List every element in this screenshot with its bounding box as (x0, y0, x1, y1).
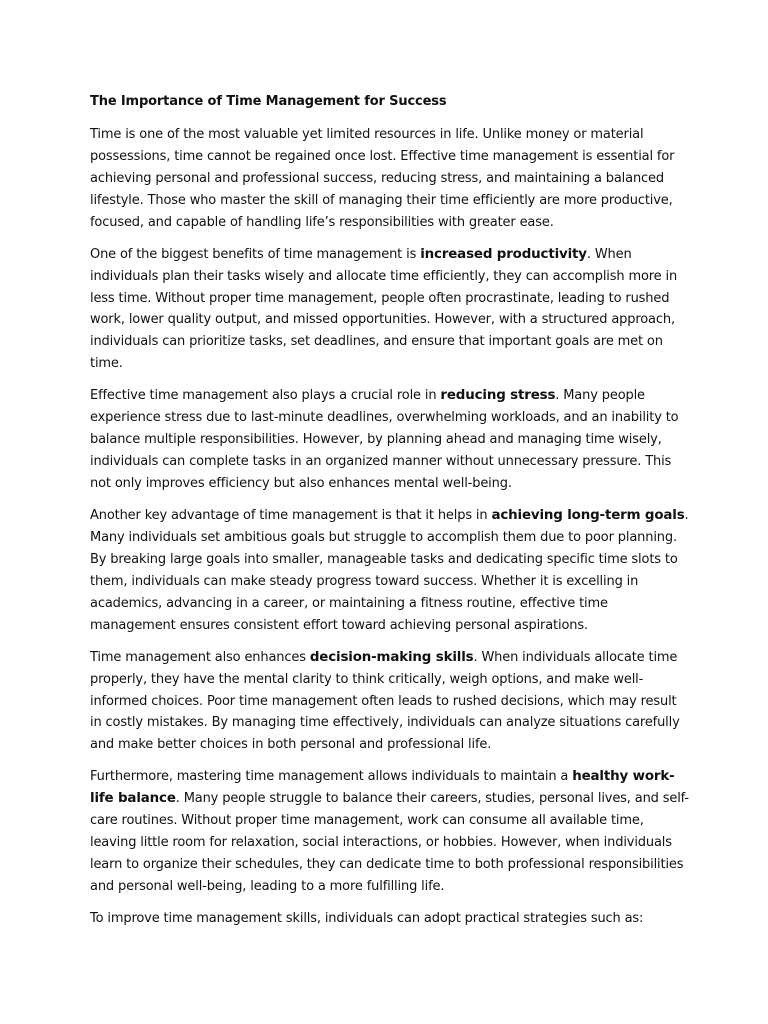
paragraph-text: . Many people struggle to balance their careers, studies, personal lives, and self-care routines. Without proper time management, work can consume all available time, leaving little room for relaxation, social interactions, or hobbies. However, when individuals learn to organize their schedules, they can dedicate time to both professional responsibilities and personal well-being, leading to a more fulfilling life. (90, 791, 689, 894)
paragraph-text: To improve time management skills, individuals can adopt practical strategies such as: (90, 911, 644, 927)
document-title: The Importance of Time Management for Success (90, 94, 447, 109)
paragraph-text: . When individuals allocate time properly, they have the mental clarity to think critically, weigh options, and make well-informed choices. Poor time management often leads to rushed decisions, which may result in costly mistakes. By managing time effectively, individuals can analyze situations carefully and make better choices in both personal and professional life. (90, 649, 680, 753)
document-page (90, 92, 690, 940)
bold-phrase: reducing stress (440, 388, 556, 404)
bold-phrase: increased productivity (420, 246, 587, 262)
paragraph-text: . Many people experience stress due to last-minute deadlines, overwhelming workloads, and an inability to balance multiple responsibilities. However, by planning ahead and managing time wisely, individuals can complete tasks in an organized manner without unnecessary pressure. This not only improves efficiency but also enhances mental well-being. (90, 388, 679, 491)
paragraph-text: . When individuals plan their tasks wisely and allocate time efficiently, they can accomplish more in less time. Without proper time management, people often procrastinate, leading to rushed work, lower quality output, and missed opportunities. However, with a structured approach, individuals can prioritize tasks, set deadlines, and ensure that important goals are met on time. (90, 246, 678, 372)
paragraph-1 (90, 124, 690, 234)
paragraph-2 (90, 244, 690, 375)
paragraph-3 (90, 385, 690, 495)
paragraph-text: Furthermore, mastering time management allows individuals to maintain a (90, 769, 573, 785)
paragraph-7 (90, 908, 690, 930)
paragraph-text: Time management also enhances (90, 649, 310, 665)
bold-phrase: decision-making skills (309, 649, 474, 665)
bold-phrase: achieving long-term goals (491, 508, 685, 524)
paragraph-text: Time is one of the most valuable yet limited resources in life. Unlike money or material possessions, time cannot be regained once lost. Effective time management is essential for achieving personal and professional success, reducing stress, and maintaining a balanced lifestyle. Those who master the skill of managing their time efficiently are more productive, focused, and capable of handling life’s responsibilities with greater ease. (90, 127, 675, 230)
paragraph-6 (90, 766, 690, 897)
paragraph-5 (90, 647, 690, 757)
paragraph-text: Another key advantage of time management is that it helps in (90, 508, 492, 524)
bold-phrase: healthy work-life balance (90, 769, 675, 807)
paragraph-4 (90, 505, 690, 636)
paragraph-text: One of the biggest benefits of time management is (90, 246, 421, 262)
paragraph-text: . Many individuals set ambitious goals but struggle to accomplish them due to poor planning. By breaking large goals into smaller, manageable tasks and dedicating specific time slots to them, individuals can make steady progress toward success. Whether it is excelling in academics, advancing in a career, or maintaining a fitness routine, effective time management ensures consistent effort toward achieving personal aspirations. (90, 508, 689, 633)
paragraph-text: Effective time management also plays a crucial role in (90, 388, 441, 404)
